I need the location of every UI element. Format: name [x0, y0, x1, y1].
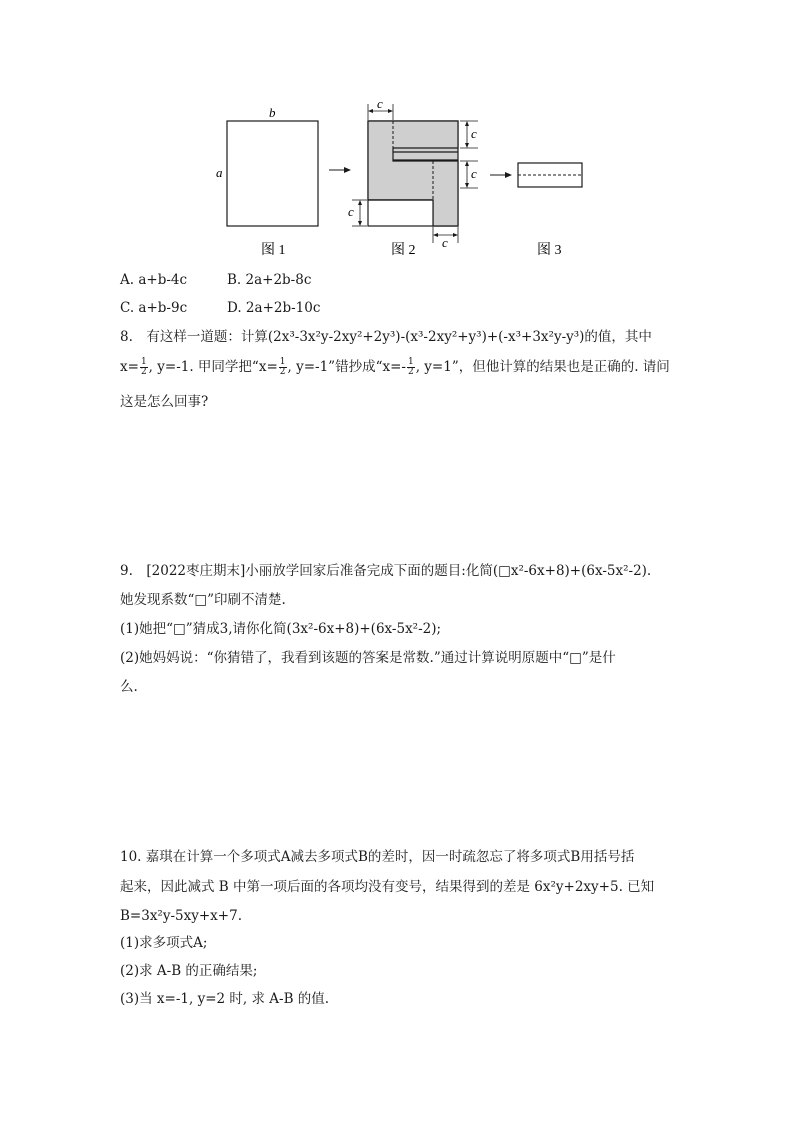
frac-num: 1 [407, 357, 414, 367]
arrow-right-icon [490, 172, 512, 178]
label-c-right-upper: c [471, 126, 477, 141]
option-c: C. a+b-9c [120, 300, 188, 316]
frac-num: 1 [279, 357, 286, 367]
option-d: D. 2a+2b-10c [227, 300, 321, 316]
q8-text-a: x= [120, 359, 139, 375]
q9-line3: (1)她把“□”猜成3,请你化简(3x²-6x+8)+(6x-5x²-2); [120, 621, 442, 637]
q10-line3: B=3x²y-5xy+x+7. [120, 908, 242, 924]
frac-den: 2 [140, 367, 147, 377]
fraction-half [407, 358, 415, 377]
figure1-rectangle [227, 121, 318, 226]
frac-den: 2 [279, 367, 286, 377]
label-c-left: c [348, 204, 354, 219]
q8-text-c: , y=-1”错抄成“x=- [287, 359, 406, 375]
arrow-right-icon [329, 167, 351, 173]
geometry-figure [0, 0, 794, 270]
q8-line1: 8. 有这样一道题：计算(2x³-3x²y-2xy²+2y³)-(x³-2xy²+y³)+(-x³+3x²y-y³)的值，其中 [120, 329, 652, 345]
label-c-bottom: c [442, 235, 448, 250]
q9-line1: 9. [2022枣庄期末]小丽放学回家后准备完成下面的题目:化简(□x²-6x+8)+(6x-5x²-2). [120, 563, 652, 579]
caption-figure1: 图 1 [261, 243, 286, 258]
caption-figure3: 图 3 [537, 243, 562, 258]
frac-den: 2 [407, 367, 414, 377]
q9-line2: 她发现系数“□”印刷不清楚. [120, 592, 286, 608]
q8-line3: 这是怎么回事? [120, 394, 209, 410]
q9-line4: (2)她妈妈说：“你猜错了，我看到该题的答案是常数.”通过计算说明原题中“□”是什 [120, 650, 616, 666]
option-b: B. 2a+2b-8c [227, 272, 312, 288]
label-c-top: c [377, 96, 383, 111]
label-a: a [216, 165, 223, 180]
q10-line2: 起来，因此减式 B 中第一项后面的各项均没有变号，结果得到的差是 6x²y+2xy+5. 已知 [120, 879, 655, 895]
q8-line2 [120, 358, 670, 377]
fraction-half [279, 358, 287, 377]
q10-line1: 10. 嘉琪在计算一个多项式A减去多项式B的差时，因一时疏忽忘了将多项式B用括号括 [120, 849, 635, 865]
frac-num: 1 [140, 357, 147, 367]
q8-text-d: , y=1”，但他计算的结果也是正确的. 请问 [415, 359, 670, 375]
option-a: A. a+b-4c [120, 272, 188, 288]
q9-line5: 么. [120, 679, 138, 695]
label-c-right-lower: c [471, 166, 477, 181]
fraction-half [140, 358, 148, 377]
q10-line5: (2)求 A-B 的正确结果; [120, 963, 258, 979]
q10-line4: (1)求多项式A; [120, 935, 208, 951]
q10-line6: (3)当 x=-1, y=2 时, 求 A-B 的值. [120, 991, 330, 1007]
q8-text-b: , y=-1. 甲同学把“x= [148, 359, 278, 375]
caption-figure2: 图 2 [391, 243, 416, 258]
label-b: b [269, 105, 276, 120]
